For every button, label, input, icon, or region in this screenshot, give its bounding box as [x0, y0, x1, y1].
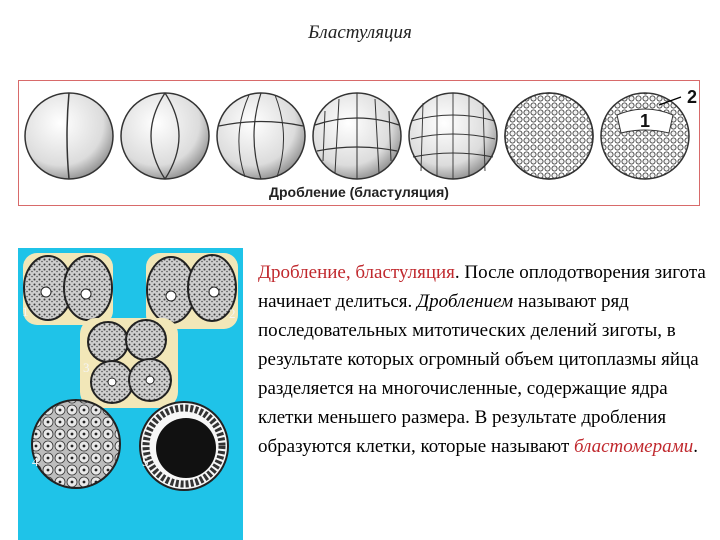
figure-caption: Дробление (бластуляция) [269, 184, 449, 200]
cleavage-photo-illustration [18, 248, 243, 540]
stage-four-cells [121, 93, 209, 179]
blastomeres-term: бластомерами [574, 436, 694, 457]
cavity-label: 1 [639, 111, 651, 131]
stage-two-cells [25, 93, 113, 179]
cleavage-photo-figure [18, 248, 243, 540]
stage-label-3: 3 [83, 360, 90, 375]
stage-label-2: 2 [229, 306, 236, 321]
heading-term: Дробление, бластуляция [258, 262, 455, 283]
description-text [258, 258, 708, 461]
cleavage-stages-figure [18, 80, 700, 206]
intro-sentence: . После оплодотворения зигота начинает делиться. [258, 262, 706, 312]
sentence-end: . [693, 436, 698, 457]
cleavage-term: Дроблением [417, 291, 514, 312]
stage-label-1: 1 [22, 304, 29, 319]
stage-label-5: 5 [142, 454, 149, 469]
stage-label-4: 4 [32, 454, 39, 469]
stage-morula [505, 93, 593, 179]
definition-body: называют ряд последовательных митотических делений зиготы, в результате которых огромный объем цитоплазмы яйца разделяется на многочисленные, содержащие ядра клетки меньшего размера. В результате дробления образуются клетки, которые называют [258, 291, 699, 457]
stage-many-cells [409, 93, 497, 179]
wall-label: 2 [687, 87, 698, 107]
stage-sixteen-cells [313, 93, 401, 179]
stage-blastula-section [601, 93, 689, 179]
stage-eight-cells [217, 93, 305, 179]
page-title: Бластуляция [308, 22, 412, 43]
